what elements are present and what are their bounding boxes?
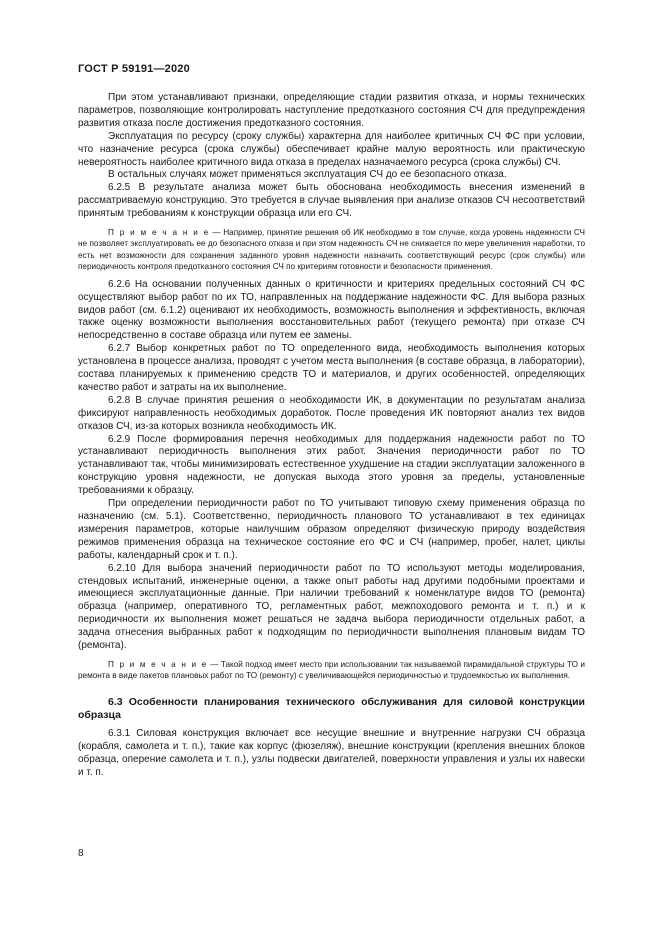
note-text: — Например, принятие решения об ИК необходимо в том случае, когда уровень надежности СЧ не позволяет эксплуатировать ее до безопасного отказа и при этом надежность СЧ не снижается по мере увеличения наработки, то есть нет возможности для сохранения заданного уровня надежности назначить соответствующий ресурс (срок службы) или периодичность контроля предотказного состояния СЧ по критериям готовности и безопасности применения. bbox=[78, 228, 585, 272]
note-label: П р и м е ч а н и е bbox=[108, 228, 210, 238]
paragraph: 6.2.10 Для выбора значений периодичности работ по ТО используют методы моделирования, стендовых испытаний, инженерные оценки, а также опыт работы над другими подобными проектами и имеющиеся эксплуатационные данные. При наличии требований к номенклатуре видов ТО (ремонта) образца (например, оперативного ТО, регламентных работ, межпоходового ремонта и т. п.) и к периодичности их выполнения может решаться не задача выбора периодичности отдельных работ, а задача отнесения выбранных работ к подходящим по периодичности выполнения плановым видам ТО (ремонта). bbox=[78, 562, 585, 652]
section-heading: 6.3 Особенности планирования технического обслуживания для силовой конструкции образца bbox=[78, 695, 585, 721]
document-header: ГОСТ Р 59191—2020 bbox=[78, 63, 190, 75]
paragraph: 6.2.7 Выбор конкретных работ по ТО определенного вида, необходимость выполнения которых установлена в процессе анализа, проводят с учетом места выполнения (в составе образца, в лаборатории), состава планируемых к применению средств ТО и материалов, и других особенностей, определяющих качество работ и затраты на их выполнение. bbox=[78, 343, 585, 393]
paragraph: 6.2.5 В результате анализа может быть обоснована необходимость внесения изменений в рассматриваемую конструкцию. Это требуется в случае выявления при анализе отказов СЧ несоответствий принятым требованиям к конструкции образца или его СЧ. bbox=[78, 182, 585, 220]
page-number: 8 bbox=[78, 848, 84, 859]
document-body bbox=[78, 92, 585, 779]
paragraph: 6.2.6 На основании полученных данных о критичности и критериях предельных состояний СЧ ФС осуществляют выбор работ по их ТО, направленных на поддержание надежности ФС. Для выбора разных видов работ (см. 6.1.2) оценивают их необходимость, возможность выполнения и эффективность, включая также оценку возможности выполнения восстановительных работ (текущего ремонта) при отказе СЧ непосредственно в составе образца или путем ее замены. bbox=[78, 278, 585, 342]
paragraph: Эксплуатация по ресурсу (сроку службы) характерна для наиболее критичных СЧ ФС при условии, что назначение ресурса (срока службы) обеспечивает крайне малую вероятность или практическую невероятность наиболее критичного вида отказа в пределах назначаемого ресурса (срока службы) СЧ. bbox=[78, 130, 585, 168]
paragraph: 6.3.1 Силовая конструкция включает все несущие внешние и внутренние нагрузки СЧ образца (корабля, самолета и т. п.), такие как корпус (фюзеляж), внешние конструкции (крепления внешних блоков образца, оперение самолета и т. п.), узлы подвески двигателей, поверхности управления и узлы их навески и т. п. bbox=[78, 727, 585, 778]
paragraph: При определении периодичности работ по ТО учитывают типовую схему применения образца по назначению (см. 5.1). Соответственно, периодичность планового ТО устанавливают в тех единицах измерения параметров, которые наилучшим образом определяют физическую природу воздействия режимов применения образца на техническое состояние его ФС и СЧ (например, пробег, налет, циклы работы, календарный срок и т. п.). bbox=[78, 498, 585, 561]
paragraph: При этом устанавливают признаки, определяющие стадии развития отказа, и нормы технических параметров, позволяющие контролировать наступление предотказного состояния СЧ для предупреждения развития отказа после достижения предотказного состояния. bbox=[78, 92, 585, 129]
note bbox=[78, 227, 585, 273]
paragraph: 6.2.8 В случае принятия решения о необходимости ИК, в документации по результатам анализа фиксируют направленность необходимых доработок. После проведения ИК повторяют анализ тех видов отказов СЧ, из-за которых возникла необходимость ИК. bbox=[78, 394, 585, 432]
paragraph: В остальных случаях может применяться эксплуатация СЧ до ее безопасного отказа. bbox=[108, 169, 507, 181]
note-text: — Такой подход имеет место при использовании так называемой пирамидальной структуры ТО и ремонта в виде пакетов плановых работ по ТО (ремонту) с увеличивающейся периодичностью и трудоемкостью их выполнения. bbox=[78, 659, 585, 681]
note bbox=[78, 659, 585, 682]
note-label: П р и м е ч а н и е bbox=[108, 659, 208, 669]
paragraph: 6.2.9 После формирования перечня необходимых для поддержания надежности работ по ТО устанавливают периодичность выполнения этих работ. Значения периодичности работ по ТО устанавливают так, чтобы минимизировать естественное ухудшение на стадии эксплуатации заложенного в конструкцию уровня надежности, не допуская выхода этого уровня за пределы, установленные требованиями к образцу. bbox=[78, 433, 585, 497]
